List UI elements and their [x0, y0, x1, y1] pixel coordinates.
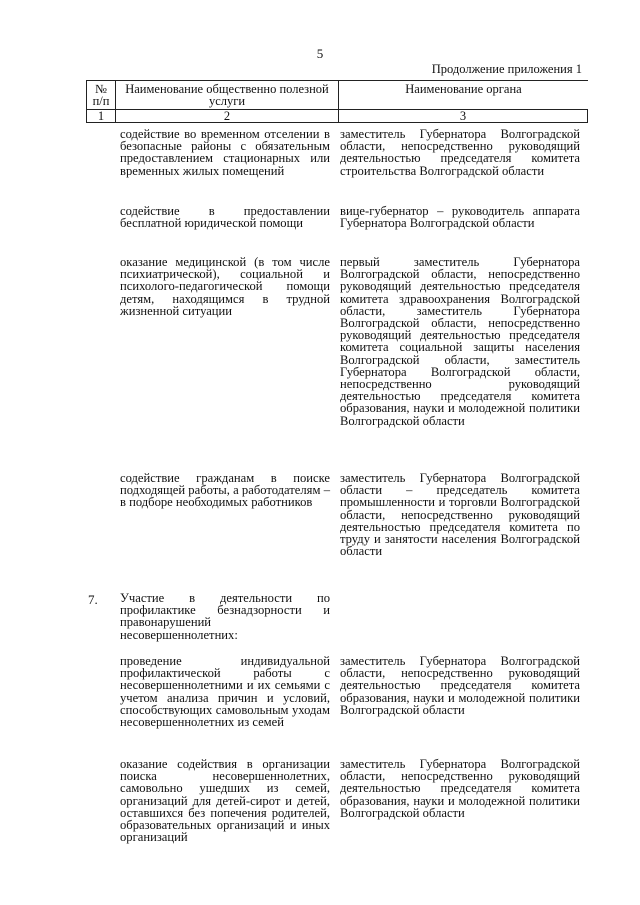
organ-cell: заместитель Губернатора Волгоградской области, непосредственно руководящий деятельностью председателя комитета образования, науки и молодежной политики Волгоградской области: [340, 757, 580, 820]
page-number: 5: [316, 46, 324, 61]
organ-cell: первый заместитель Губернатора Волгоградской области, непосредственно руководящий деятельностью председателя комитета здравоохранения Волгоградской области, заместитель Губернатора Волгоградской области, непосредственно руководящий деятельностью председателя комитета социальной защиты населения Волгоградской области, заместитель Губернатора Волгоградской области, непосредственно руководящий деятельностью председателя комитета образования, науки и молодежной политики Волгоградской области: [340, 255, 580, 428]
header-col-service: Наименование общественно полезной услуги: [115, 81, 338, 109]
service-cell: содействие во временном отселении в безопасные районы с обязательным предоставлением стационарных или временных жилых помещений: [120, 127, 330, 178]
header-col-number: № п/п: [86, 81, 115, 109]
header-num-2: 2: [115, 109, 338, 122]
service-cell: проведение индивидуальной профилактической работы с несовершеннолетними и их семьями с учетом анализа причин и условий, способствующих самовольным уходам несовершеннолетних из семей: [120, 654, 330, 730]
header-num-3: 3: [338, 109, 588, 122]
continuation-label: Продолжение приложения 1: [431, 62, 582, 76]
service-cell: оказание содействия в организации поиска несовершеннолетних, самовольно ушедших из семей, организаций для детей-сирот и детей, оставшихся без попечения родителей, образовательных организаций и иных организаций: [120, 757, 330, 845]
service-cell: содействие гражданам в поиске подходящей работы, а работодателям – в подборе необходимых работников: [120, 471, 330, 510]
table-header: [86, 80, 588, 123]
header-col-organ: Наименование органа: [338, 81, 588, 109]
organ-cell: заместитель Губернатора Волгоградской области, непосредственно руководящий деятельностью председателя комитета строительства Волгоградской области: [340, 127, 580, 178]
row-number: 7.: [88, 592, 98, 607]
service-cell: содействие в предоставлении бесплатной юридической помощи: [120, 204, 330, 231]
header-num-1: 1: [86, 109, 115, 122]
organ-cell: вице-губернатор – руководитель аппарата Губернатора Волгоградской области: [340, 204, 580, 231]
service-cell: оказание медицинской (в том числе психиатрической), социальной и психолого-педагогической помощи детям, находящимся в трудной жизненной ситуации: [120, 255, 330, 318]
service-cell: Участие в деятельности по профилактике безнадзорности и правонарушений несовершеннолетних:: [120, 591, 330, 642]
organ-cell: заместитель Губернатора Волгоградской области, непосредственно руководящий деятельностью председателя комитета образования, науки и молодежной политики Волгоградской области: [340, 654, 580, 717]
organ-cell: заместитель Губернатора Волгоградской области – председатель комитета промышленности и торговли Волгоградской области, непосредственно руководящий деятельностью председателя комитета по труду и занятости населения Волгоградской области: [340, 471, 580, 559]
